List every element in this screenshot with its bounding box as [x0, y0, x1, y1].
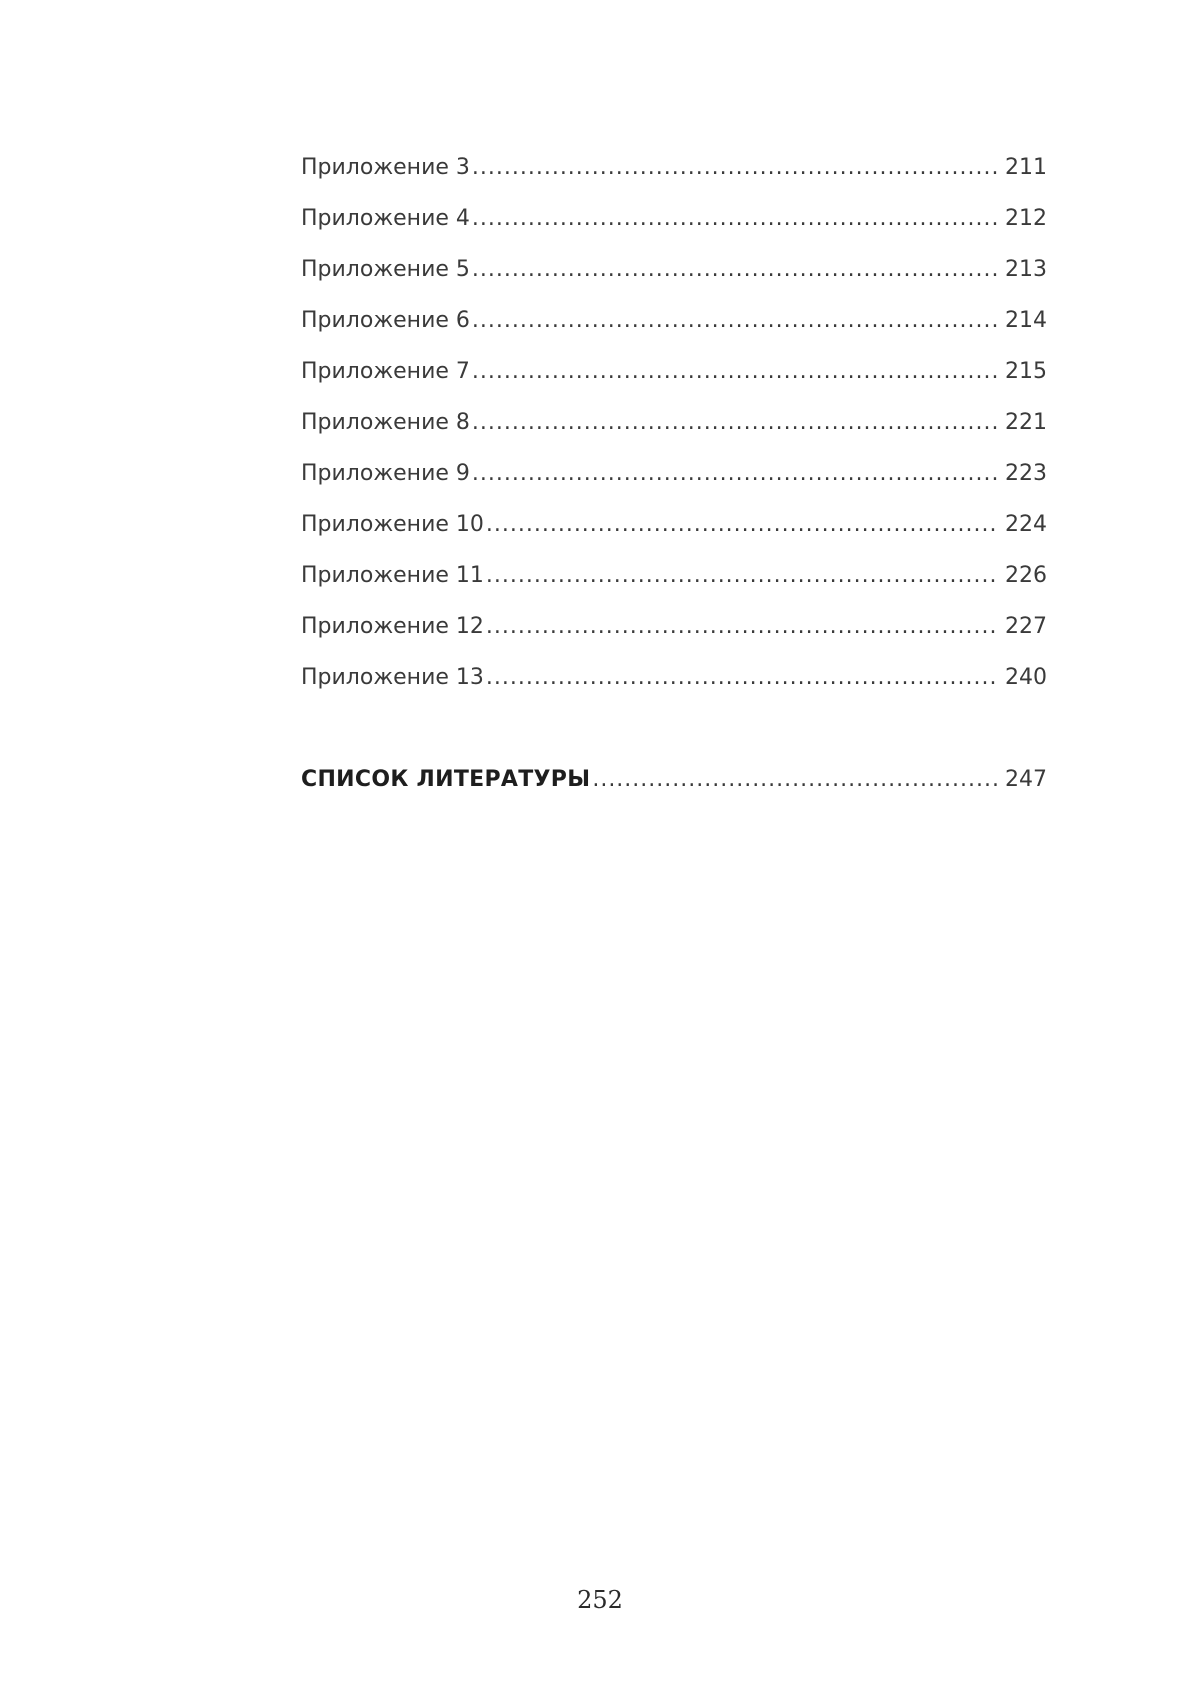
toc-entry-appendix-3[interactable] [301, 155, 1047, 206]
toc-entry-page: 247 [999, 767, 1047, 793]
toc-entry-bibliography[interactable] [301, 767, 1047, 818]
toc-entry-appendix-12[interactable] [301, 614, 1047, 665]
toc-entry-page: 223 [999, 461, 1047, 487]
toc-dot-leader [472, 359, 999, 385]
toc-entry-appendix-6[interactable] [301, 308, 1047, 359]
toc-dot-leader [486, 665, 999, 691]
toc-heading-label: СПИСОК ЛИТЕРАТУРЫ [301, 767, 591, 792]
toc-entry-page: 226 [999, 563, 1047, 589]
toc-entry-page: 213 [999, 257, 1047, 283]
toc-entry-label: Приложение 12 [301, 614, 484, 639]
toc-dot-leader [472, 461, 999, 487]
toc-entry-page: 227 [999, 614, 1047, 640]
toc-dot-leader [592, 767, 999, 793]
toc-dot-leader [472, 257, 999, 283]
toc-entry-appendix-7[interactable] [301, 359, 1047, 410]
page-number: 252 [577, 1586, 623, 1614]
toc-dot-leader [472, 155, 999, 181]
toc-dot-leader [486, 614, 999, 640]
toc-entry-appendix-11[interactable] [301, 563, 1047, 614]
table-of-contents [301, 155, 1047, 818]
toc-entry-appendix-5[interactable] [301, 257, 1047, 308]
toc-entry-appendix-8[interactable] [301, 410, 1047, 461]
toc-entry-label: Приложение 6 [301, 308, 470, 333]
toc-entry-appendix-10[interactable] [301, 512, 1047, 563]
toc-entry-page: 215 [999, 359, 1047, 385]
toc-entry-label: Приложение 8 [301, 410, 470, 435]
toc-dot-leader [472, 308, 999, 334]
toc-entry-label: Приложение 7 [301, 359, 470, 384]
toc-entry-label: Приложение 13 [301, 665, 484, 690]
toc-entry-label: Приложение 11 [301, 563, 484, 588]
toc-entry-label: Приложение 10 [301, 512, 484, 537]
toc-dot-leader [486, 512, 999, 538]
toc-section-spacer [301, 716, 1047, 767]
toc-dot-leader [486, 563, 999, 589]
toc-dot-leader [472, 206, 999, 232]
toc-entry-appendix-13[interactable] [301, 665, 1047, 716]
toc-entry-label: Приложение 3 [301, 155, 470, 180]
toc-entry-page: 221 [999, 410, 1047, 436]
toc-entry-page: 240 [999, 665, 1047, 691]
toc-entry-page: 214 [999, 308, 1047, 334]
toc-entry-appendix-9[interactable] [301, 461, 1047, 512]
toc-entry-page: 211 [999, 155, 1047, 181]
toc-entry-page: 224 [999, 512, 1047, 538]
toc-entry-appendix-4[interactable] [301, 206, 1047, 257]
toc-entry-page: 212 [999, 206, 1047, 232]
toc-dot-leader [472, 410, 999, 436]
toc-entry-label: Приложение 5 [301, 257, 470, 282]
toc-entry-label: Приложение 9 [301, 461, 470, 486]
toc-entry-label: Приложение 4 [301, 206, 470, 231]
